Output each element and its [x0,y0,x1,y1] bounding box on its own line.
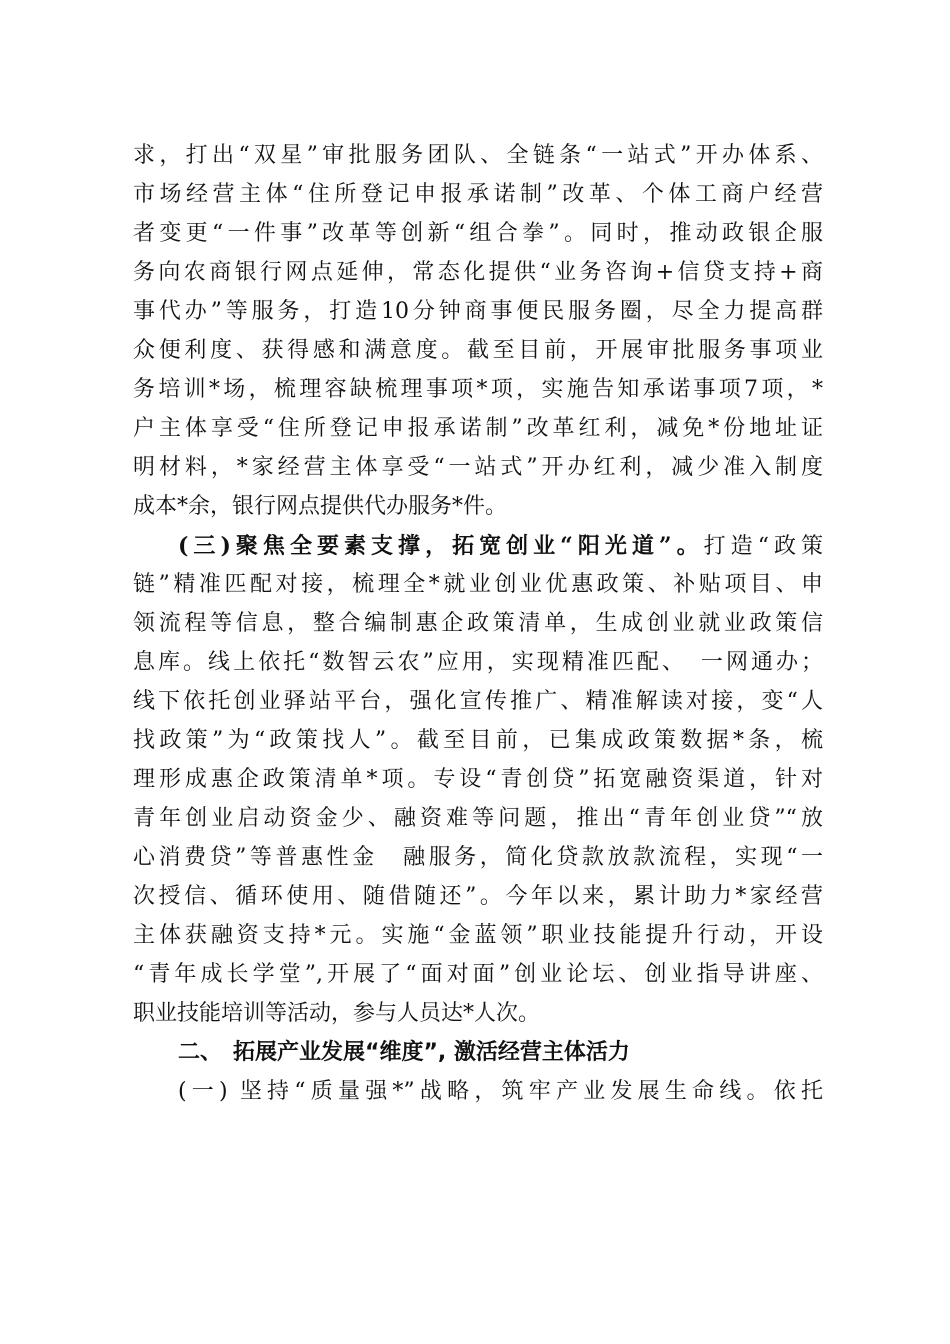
text-line: 事代办”等服务，打造10分钟商事便民服务圈，尽全力提高群 [133,299,823,324]
text-line: 线下依托创业驿站平台，强化宣传推广、精准解读对接，变“人 [133,689,823,714]
text-line: 找政策”为“政策找人”。截至目前，已集成政策数据*条，梳 [133,728,823,753]
text-span: 打造“政策 [703,534,823,559]
text-line: 求，打出“双星”审批服务团队、全链条“一站式”开办体系、 [133,143,823,168]
text-line: 者变更“一件事”改革等创新“组合拳”。同时，推动政银企服 [133,221,823,246]
text-line: 主体获融资支持*元。实施“金蓝领”职业技能提升行动，开设 [133,923,823,948]
text-line: 户主体享受“住所登记申报承诺制”改革红利，减免*份地址证 [133,416,823,441]
text-line: 链”精准匹配对接，梳理全*就业创业优惠政策、补贴项目、申 [133,572,823,597]
text-line: 理形成惠企政策清单*项。专设“青创贷”拓宽融资渠道，针对 [133,767,823,792]
section-heading: 二、 拓展产业发展“维度”, 激活经营主体活力 [178,1040,630,1065]
text-line: 成本*余，银行网点提供代办服务*件。 [133,494,508,519]
text-line: 青年创业启动资金少、融资难等问题，推出“青年创业贷”“放 [133,806,823,831]
subheading-three: (三)聚焦全要素支撑，拓宽创业“阳光道”。 [178,533,704,559]
text-line: 务培训*场，梳理容缺梳理事项*项，实施告知承诺事项7项，* [133,377,823,402]
text-line: “青年成长学堂”,开展了“面对面”创业论坛、创业指导讲座、 [133,962,823,987]
text-line: 明材料，*家经营主体享受“一站式”开办红利，减少准入制度 [133,455,823,480]
text-line: 息库。线上依托“数智云农”应用，实现精准匹配、 一网通办； [133,650,823,675]
text-line: 市场经营主体“住所登记申报承诺制”改革、个体工商户经营 [133,182,823,207]
text-line: 众便利度、获得感和满意度。截至目前，开展审批服务事项业 [133,338,823,363]
text-line: 心消费贷”等普惠性金 融服务，简化贷款放款流程，实现“一 [133,845,823,870]
text-line: (一) 坚持“质量强*”战略，筑牢产业发展生命线。依托 [178,1079,823,1104]
text-line: 职业技能培训等活动，参与人员达*人次。 [133,1001,541,1026]
text-line: 次授信、循环使用、随借随还”。今年以来，累计助力*家经营 [133,884,823,909]
paragraph-lead-line [178,529,823,563]
text-line: 务向农商银行网点延伸，常态化提供“业务咨询+信贷支持+商 [133,260,823,285]
text-line: 领流程等信息，整合编制惠企政策清单，生成创业就业政策信 [133,611,823,636]
